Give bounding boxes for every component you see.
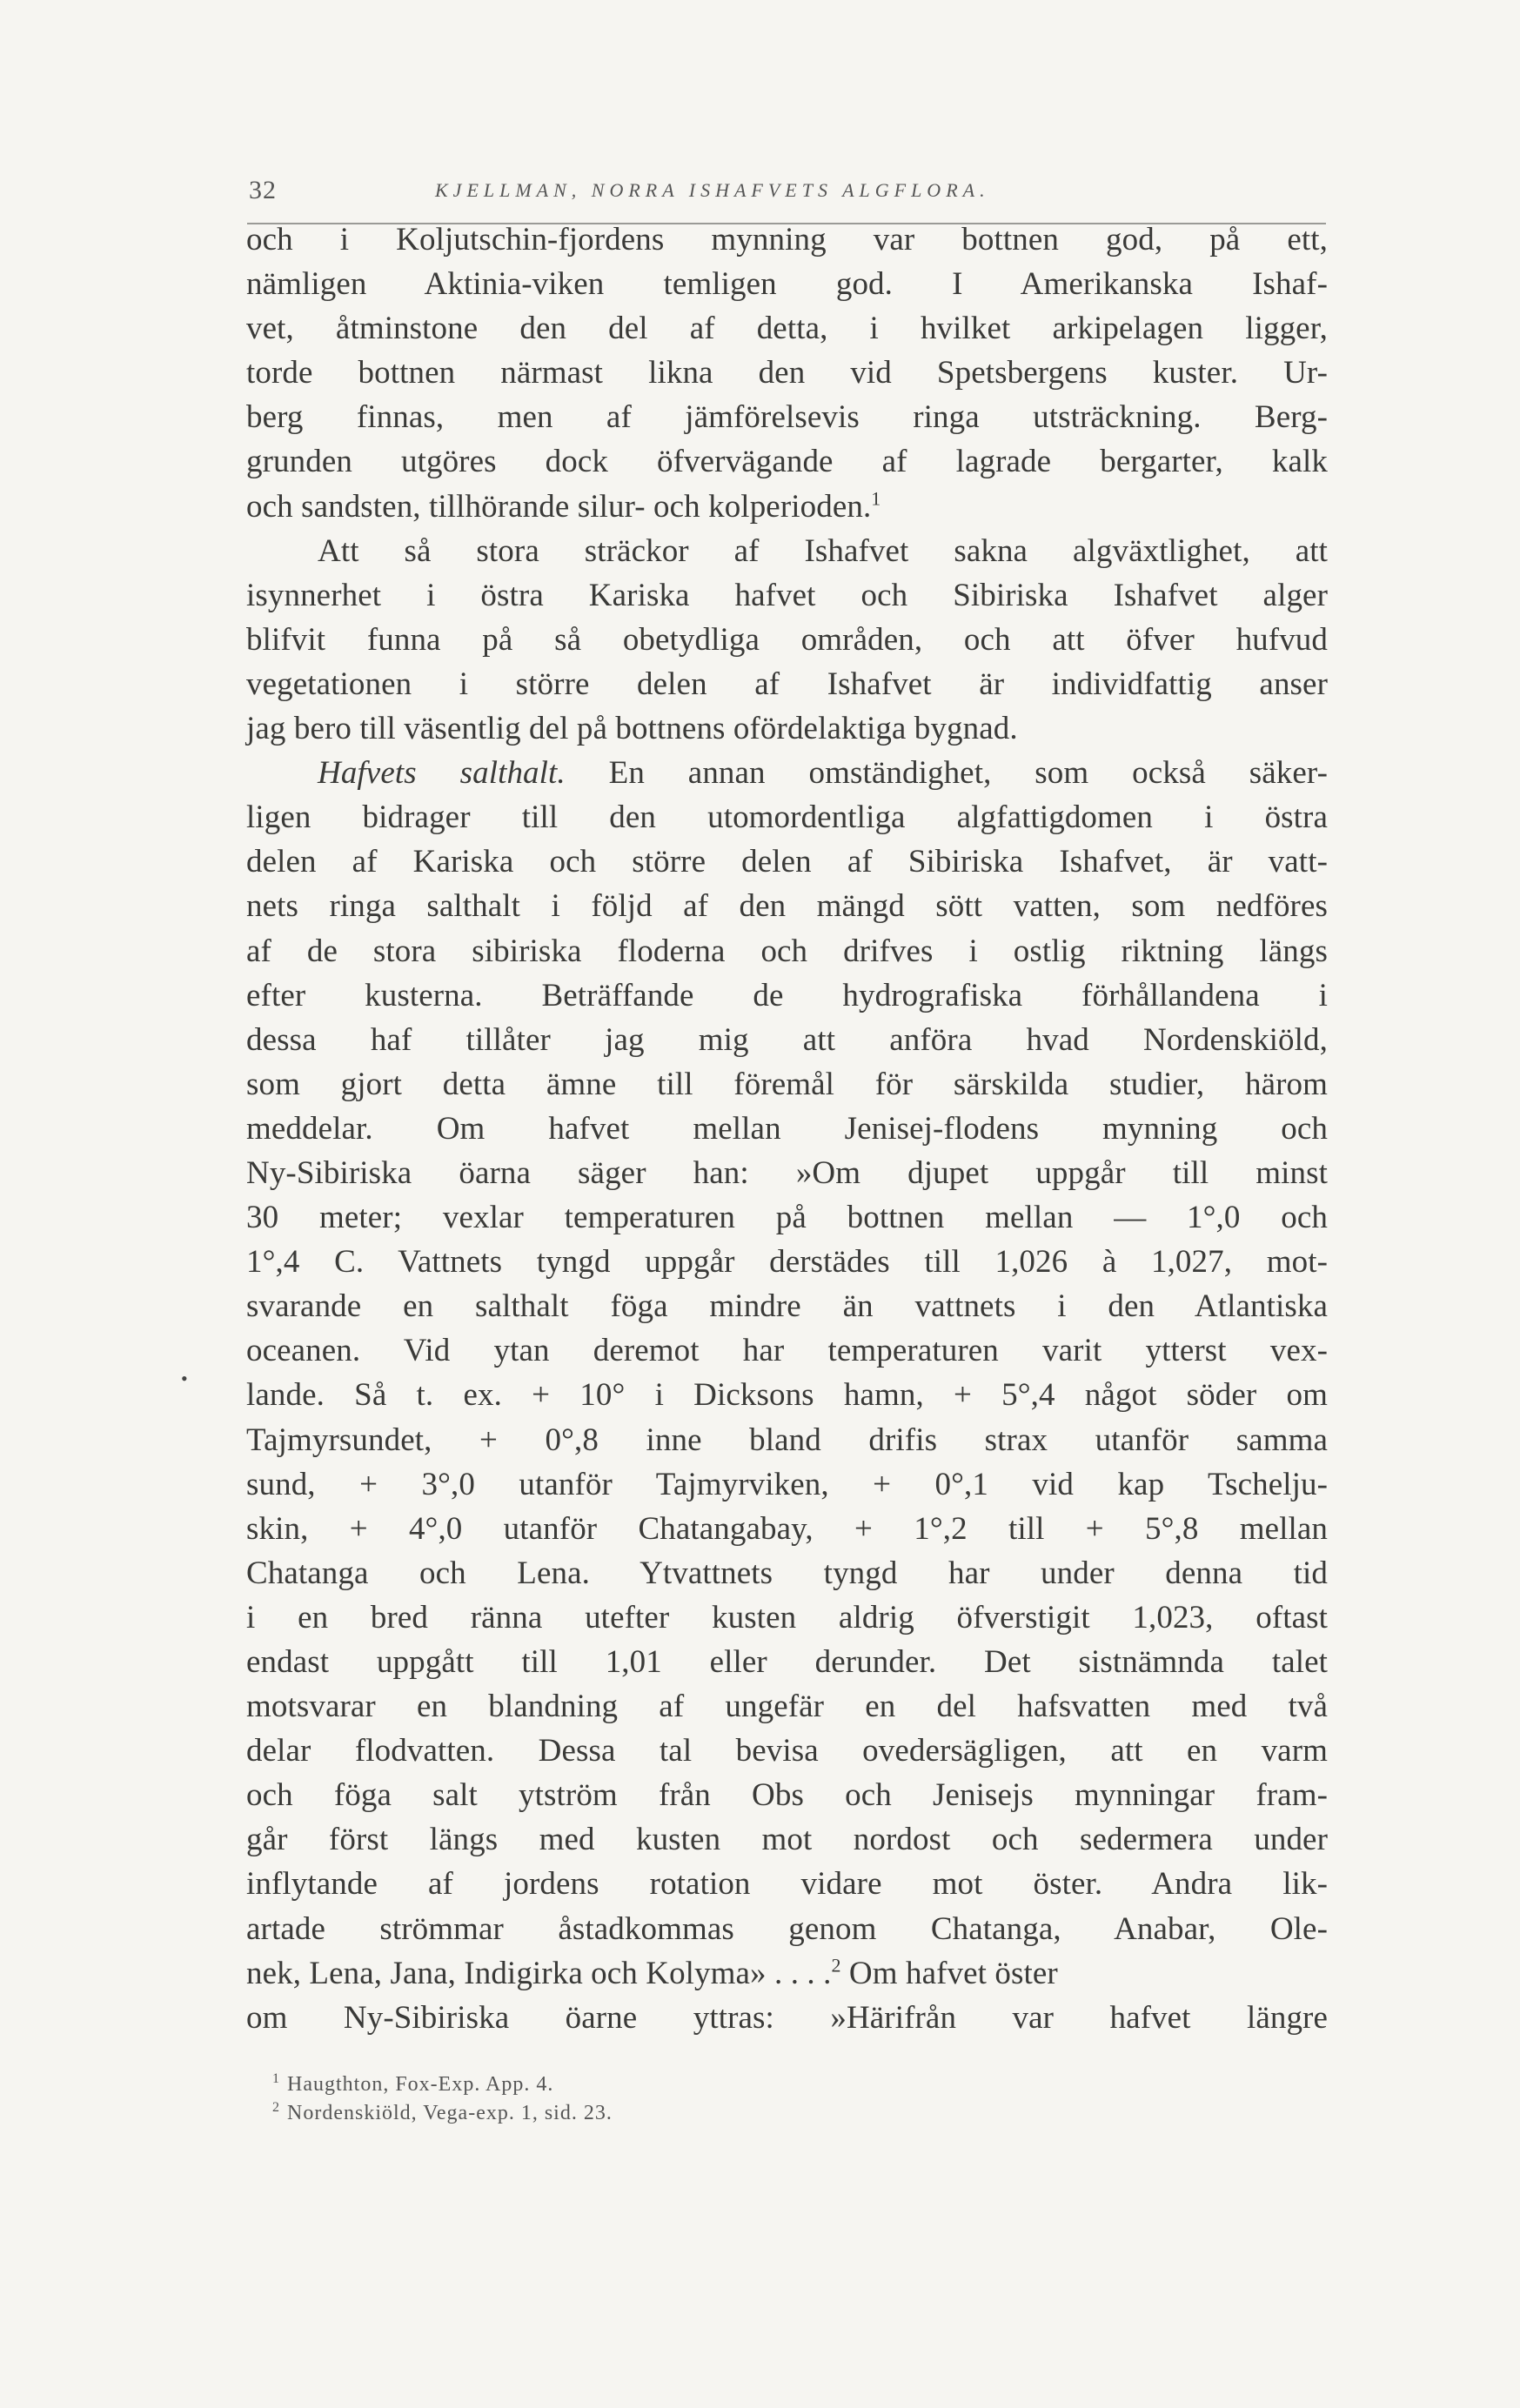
text-line: skin, + 4°,0 utanför Chatangabay, + 1°,2 till + 5°,8 mellan: [246, 1510, 1328, 1547]
footnote-mark: 1: [272, 2071, 280, 2086]
text-line: blifvit funna på så obetydliga områden, och att öfver hufvud: [246, 621, 1328, 658]
text-line: vegetationen i större delen af Ishafvet är individfattig anser: [246, 666, 1328, 702]
text-line: och föga salt ytström från Obs och Jenisejs mynningar fram-: [246, 1777, 1328, 1814]
text-line: artade strömmar åstadkommas genom Chatanga, Anabar, Ole-: [246, 1910, 1328, 1947]
text-line: nämligen Aktinia-viken temligen god. I Amerikanska Ishaf-: [246, 266, 1328, 303]
text-line: om Ny-Sibiriska öarne yttras: »Härifrån var hafvet längre: [246, 1999, 1328, 2036]
text-line: sund, + 3°,0 utanför Tajmyrviken, + 0°,1 vid kap Tschelju-: [246, 1466, 1328, 1502]
text-line: inflytande af jordens rotation vidare mot öster. Andra lik-: [246, 1866, 1328, 1903]
text-line: ligen bidrager till den utomordentliga algfattigdomen i östra: [246, 799, 1328, 836]
text-line: dessa haf tillåter jag mig att anföra hvad Nordenskiöld,: [246, 1021, 1328, 1058]
text-line: [246, 751, 1328, 795]
text-fragment: Om hafvet öster: [840, 1955, 1058, 1991]
text-line: jag bero till väsentlig del på bottnens ofördelaktiga bygnad.: [246, 711, 1018, 747]
text-line: efter kusterna. Beträffande de hydrografiska förhållandena i: [246, 977, 1328, 1013]
text-line: [246, 485, 1328, 529]
text-line: 1°,4 C. Vattnets tyngd uppgår derstädes till 1,026 à 1,027, mot-: [246, 1244, 1328, 1281]
page-number: 32: [249, 176, 277, 204]
text-line: 30 meter; vexlar temperaturen på bottnen mellan — 1°,0 och: [246, 1200, 1328, 1236]
text-line: motsvarar en blandning af ungefär en del hafsvatten med två: [246, 1689, 1328, 1725]
text-line: Ny-Sibiriska öarna säger han: »Om djupet uppgår till minst: [246, 1154, 1328, 1191]
text-line: Att så stora sträckor af Ishafvet sakna algväxtlighet, att: [318, 532, 1328, 569]
text-line: nets ringa salthalt i följd af den mängd sött vatten, som nedföres: [246, 888, 1328, 925]
text-line: torde bottnen närmast likna den vid Spetsbergens kuster. Ur-: [246, 355, 1328, 391]
text-fragment: En annan omständighet, som också säker-: [565, 755, 1328, 792]
text-line: i en bred ränna utefter kusten aldrig öfverstigit 1,023, oftast: [246, 1599, 1328, 1635]
footnote-ref: 1: [871, 487, 881, 510]
text-line: af de stora sibiriska floderna och drifves i ostlig riktning längs: [246, 933, 1328, 969]
footnotes: [272, 2070, 1316, 2128]
text-line: vet, åtminstone den del af detta, i hvilket arkipelagen ligger,: [246, 311, 1328, 347]
text-line: oceanen. Vid ytan deremot har temperaturen varit ytterst vex-: [246, 1333, 1328, 1369]
text-line: lande. Så t. ex. + 10° i Dicksons hamn, + 5°,4 något söder om: [246, 1377, 1328, 1414]
footnote-mark: 2: [272, 2100, 280, 2115]
footnote-text: Haugthton, Fox-Exp. App. 4.: [287, 2073, 554, 2096]
footnote: [272, 2099, 1316, 2128]
footnote: [272, 2070, 1316, 2099]
section-heading: Hafvets salthalt.: [318, 755, 566, 792]
text-line: som gjort detta ämne till föremål för särskilda studier, härom: [246, 1066, 1328, 1102]
text-line: endast uppgått till 1,01 eller derunder. Det sistnämnda talet: [246, 1644, 1328, 1680]
text-line: delar flodvatten. Dessa tal bevisa ovedersägligen, att en varm: [246, 1733, 1328, 1769]
text-line: berg finnas, men af jämförelsevis ringa utsträckning. Berg-: [246, 399, 1328, 436]
text-line: Tajmyrsundet, + 0°,8 inne bland drifis strax utanför samma: [246, 1421, 1328, 1458]
text-fragment: och sandsten, tillhörande silur- och kolperioden.: [246, 488, 872, 525]
running-head: KJELLMAN, NORRA ISHAFVETS ALGFLORA.: [435, 179, 990, 201]
body-text: [246, 217, 1328, 2040]
footnote-ref: 2: [831, 1954, 841, 1977]
text-line: går först längs med kusten mot nordost och sedermera under: [246, 1822, 1328, 1858]
text-line: isynnerhet i östra Kariska hafvet och Sibiriska Ishafvet alger: [246, 577, 1328, 613]
text-fragment: nek, Lena, Jana, Indigirka och Kolyma» . . . .: [246, 1955, 832, 1991]
text-line: Chatanga och Lena. Ytvattnets tyngd har under denna tid: [246, 1555, 1328, 1591]
text-line: meddelar. Om hafvet mellan Jenisej-flodens mynning och: [246, 1110, 1328, 1147]
text-line: grunden utgöres dock öfvervägande af lagrade bergarter, kalk: [246, 444, 1328, 480]
text-line: svarande en salthalt föga mindre än vattnets i den Atlantiska: [246, 1288, 1328, 1325]
text-line: delen af Kariska och större delen af Sibiriska Ishafvet, är vatt-: [246, 844, 1328, 880]
text-line: [246, 1951, 1328, 1996]
text-line: och i Koljutschin-fjordens mynning var bottnen god, på ett,: [246, 222, 1328, 258]
margin-mark: •: [181, 1368, 188, 1389]
footnote-text: Nordenskiöld, Vega-exp. 1, sid. 23.: [287, 2102, 613, 2124]
